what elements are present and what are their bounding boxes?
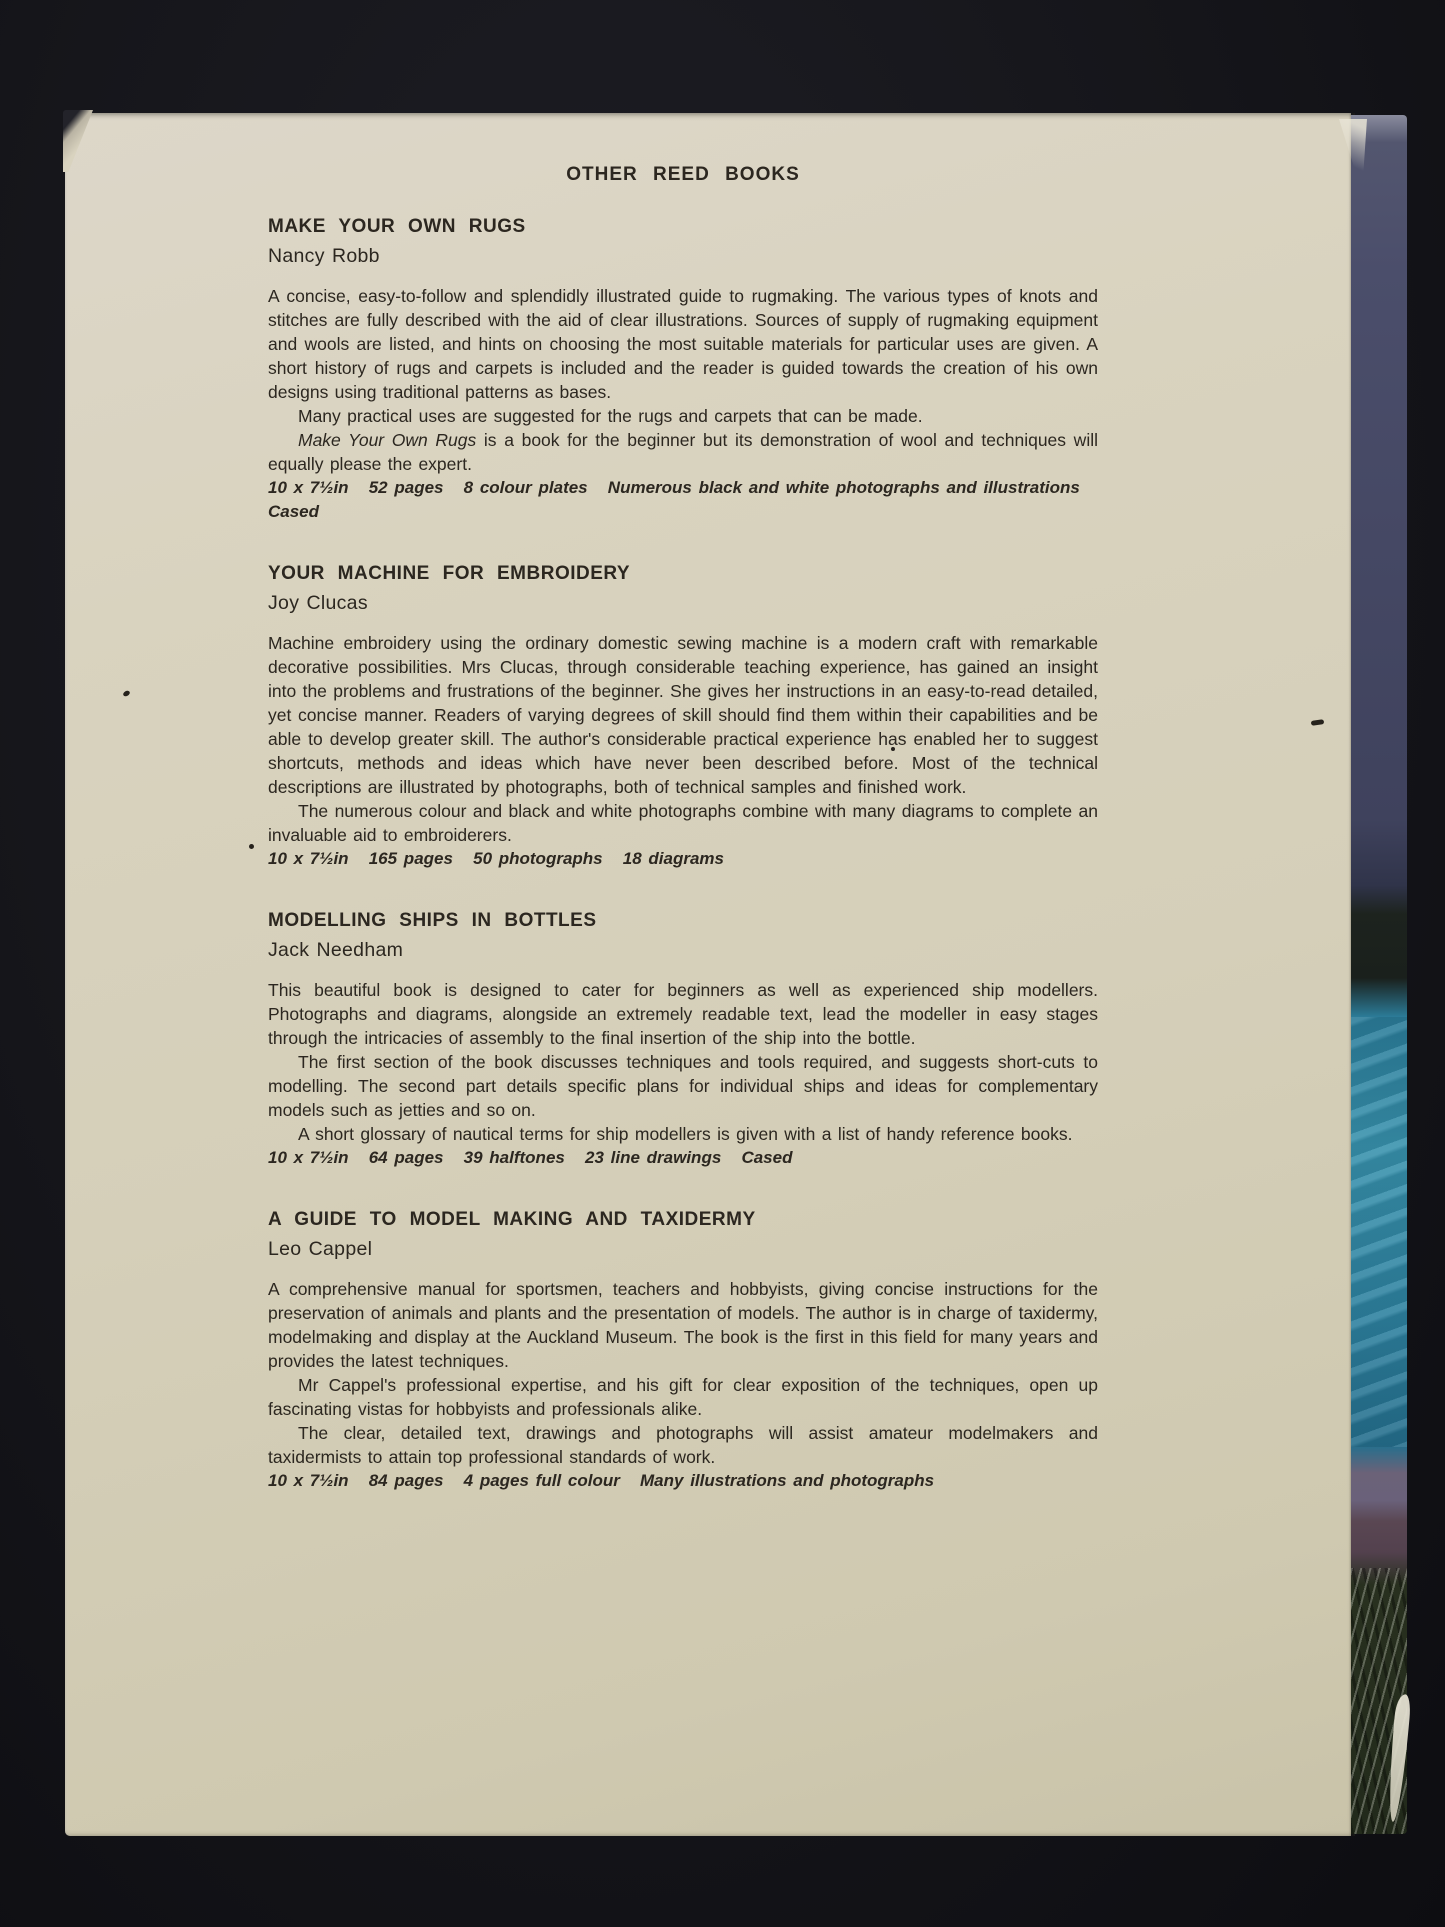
book-description: The first section of the book discusses techniques and tools required, and suggests short-cuts to modelling. The second part details specific plans for individual ships and ideas for complementary models such as jetties and so on. — [268, 1052, 1098, 1120]
book-specs: 10 x 7½in 165 pages 50 photographs 18 diagrams — [268, 849, 725, 868]
book-specs: 10 x 7½in 64 pages 39 halftones 23 line drawings Cased — [268, 1148, 793, 1167]
book-author: Nancy Robb — [268, 245, 380, 267]
book-specs: 10 x 7½in 52 pages 8 colour plates Numerous black and white photographs and illustrations Cased — [268, 478, 1100, 521]
book-description — [268, 428, 1098, 476]
book-description: Many practical uses are suggested for the rugs and carpets that can be made. — [298, 406, 923, 426]
book-description: Mr Cappel's professional expertise, and his gift for clear exposition of the techniques, open up fascinating vistas for hobbyists and professionals alike. — [268, 1375, 1098, 1419]
book-section-your-machine-for-embroidery — [268, 562, 1098, 871]
book-title: MODELLING SHIPS IN BOTTLES — [268, 910, 597, 931]
book-description: The numerous colour and black and white photographs combine with many diagrams to complete an invaluable aid to embroiderers. — [268, 801, 1098, 845]
cover-art-sea-texture — [1351, 1017, 1407, 1447]
book-description: This beautiful book is designed to cater for beginners as well as experienced ship modellers. Photographs and diagrams, alongside an extremely readable text, lead the modeller in easy stages through the intricacies of assembly to the final insertion of the ship into the bottle. — [268, 980, 1098, 1048]
book-description: A concise, easy-to-follow and splendidly illustrated guide to rugmaking. The various types of knots and stitches are fully described with the aid of clear illustrations. Sources of supply of rugmaking equipment and wools are listed, and hints on choosing the most suitable materials for particular uses are given. A short history of rugs and carpets is included and the reader is guided towards the creation of his own designs using traditional patterns as bases. — [268, 286, 1098, 402]
book-section-modelling-ships-in-bottles — [268, 909, 1098, 1170]
dust-speck — [249, 844, 254, 849]
book-section-make-your-own-rugs — [268, 215, 1098, 524]
book-description: Machine embroidery using the ordinary domestic sewing machine is a modern craft with remarkable decorative possibilities. Mrs Clucas, through considerable teaching experience, has gained an insight into the problems and frustrations of the beginner. She gives her instructions in an easy-to-read detailed, yet concise manner. Readers of varying degrees of skill should find them within their capabilities and be able to develop greater skill. The author's considerable practical experience has enabled her to suggest shortcuts, methods and ideas which have never been described before. Most of the technical descriptions are illustrated by photographs, both of technical samples and finished work. — [268, 633, 1098, 797]
page-title: OTHER REED BOOKS — [566, 164, 800, 185]
book-section-guide-to-model-making-and-taxidermy — [268, 1208, 1098, 1493]
book-description: The clear, detailed text, drawings and photographs will assist amateur modelmakers and taxidermists to attain top professional standards of work. — [268, 1423, 1098, 1467]
book-description-text: is a book for the beginner but its demonstration of wool and techniques will equally please the expert. — [268, 430, 1098, 474]
book-title: A GUIDE TO MODEL MAKING AND TAXIDERMY — [268, 1209, 756, 1230]
book-author: Joy Clucas — [268, 592, 368, 614]
book-back-cover — [65, 113, 1407, 1836]
book-description: A short glossary of nautical terms for ship modellers is given with a list of handy reference books. — [298, 1124, 1073, 1144]
book-specs: 10 x 7½in 84 pages 4 pages full colour Many illustrations and photographs — [268, 1471, 935, 1490]
book-description: A comprehensive manual for sportsmen, teachers and hobbyists, giving concise instructions for the preservation of animals and plants and the presentation of models. The author is in charge of taxidermy, modelmaking and display at the Auckland Museum. The book is the first in this field for many years and provides the latest techniques. — [268, 1279, 1098, 1371]
book-title: YOUR MACHINE FOR EMBROIDERY — [268, 563, 631, 584]
book-title-italic: Make Your Own Rugs — [298, 430, 477, 450]
book-author: Leo Cappel — [268, 1238, 373, 1260]
book-title: MAKE YOUR OWN RUGS — [268, 216, 526, 237]
book-author: Jack Needham — [268, 939, 404, 961]
front-cover-edge — [1351, 115, 1407, 1834]
back-cover-text — [268, 163, 1098, 1531]
